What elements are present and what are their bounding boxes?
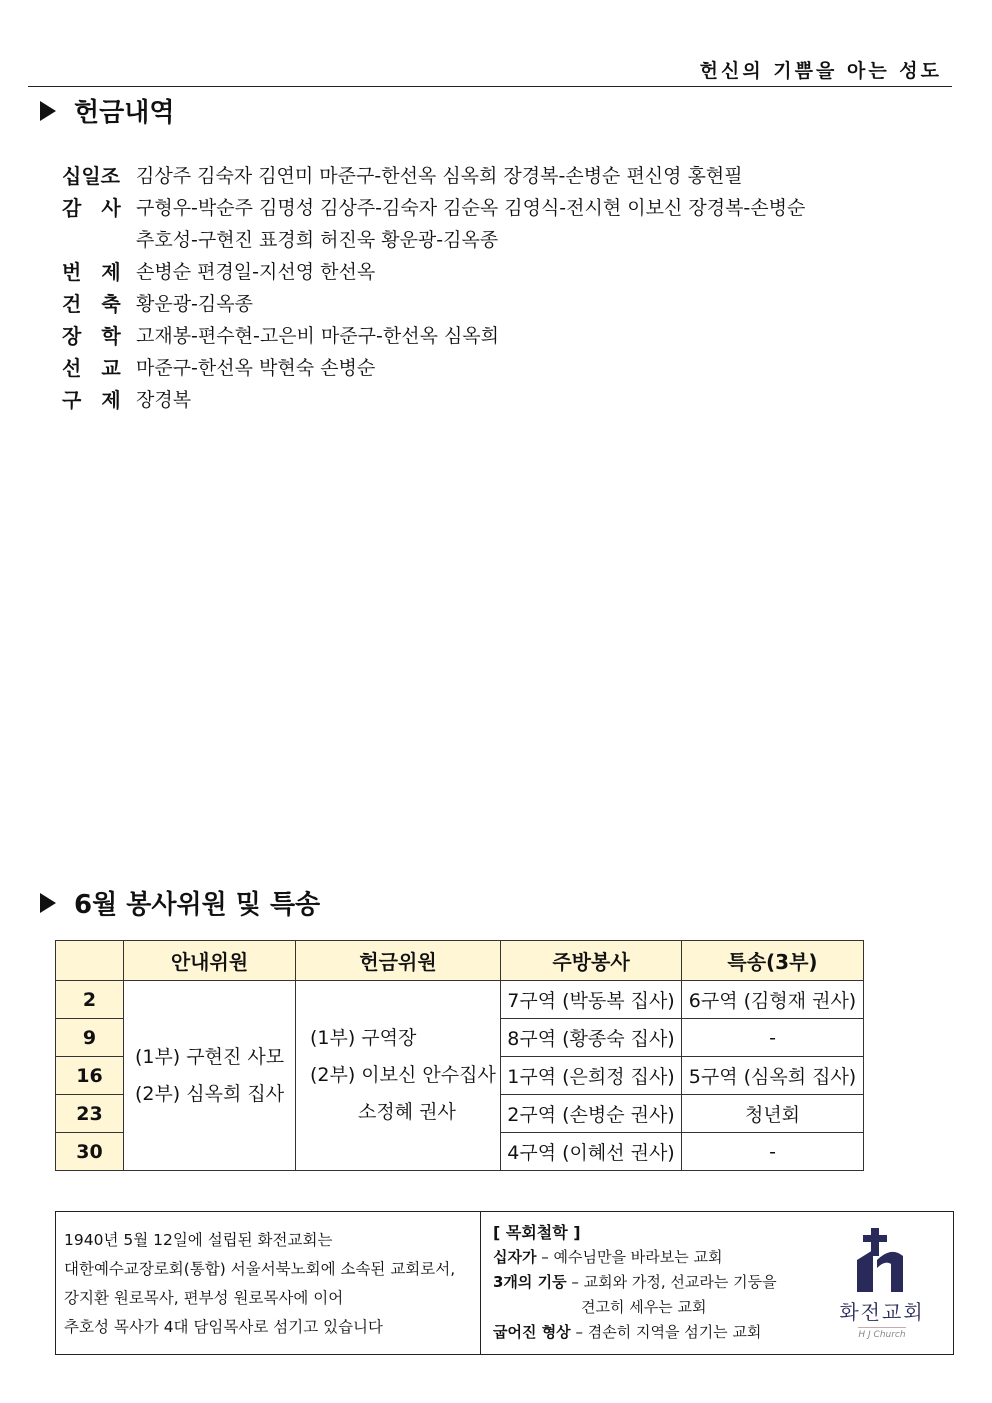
- offering-row: [62, 384, 856, 416]
- header-guide: 안내위원: [124, 941, 296, 981]
- kitchen-cell: 1구역 (은희정 집사): [501, 1057, 682, 1095]
- week-cell: 9: [56, 1019, 124, 1057]
- offering-title: 헌금내역: [74, 98, 175, 128]
- philosophy-text: – 겸손히 지역을 섬기는 교회: [570, 1323, 762, 1341]
- offering-category-label: 건 축: [62, 292, 121, 316]
- offering-donor-names: [136, 352, 856, 384]
- special-song-cell: 6구역 (김형재 권사): [682, 981, 864, 1019]
- donor-names-line: 구형우-박순주 김명성 김상주-김숙자 김순옥 김영식-전시현 이보신 장경복-손병순: [136, 197, 806, 219]
- guide-line: (2부) 심옥희 집사: [134, 1082, 285, 1105]
- offering-row: [62, 288, 856, 320]
- duty-title: 6월 봉사위원 및 특송: [74, 890, 321, 920]
- committee-line: (1부) 구역장: [310, 1027, 417, 1049]
- table-row: [56, 981, 864, 1019]
- offering-row: [62, 192, 856, 256]
- header-week: [56, 941, 124, 981]
- offering-category-label: 선 교: [62, 356, 121, 380]
- guide-cell: [124, 981, 296, 1171]
- offering-list: [62, 160, 856, 416]
- kitchen-cell: 7구역 (박동복 집사): [501, 981, 682, 1019]
- duty-table: [55, 940, 864, 1171]
- week-cell: 16: [56, 1057, 124, 1095]
- kitchen-cell: 4구역 (이혜선 권사): [501, 1133, 682, 1171]
- offering-donor-names: [136, 160, 856, 192]
- philosophy-title: [ 목회철학 ]: [493, 1223, 581, 1242]
- offering-row: [62, 320, 856, 352]
- offering-donor-names: [136, 384, 856, 416]
- offering-donor-names: [136, 320, 856, 352]
- donor-names-line: 추호성-구현진 표경희 허진욱 황운광-김옥종: [136, 229, 499, 251]
- offering-category-label: 감 사: [62, 196, 121, 220]
- week-cell: 2: [56, 981, 124, 1019]
- philosophy-text: – 예수님만을 바라보는 교회: [536, 1248, 723, 1266]
- offering-row: [62, 352, 856, 384]
- special-song-cell: -: [682, 1133, 864, 1171]
- offering-donor-names: [136, 256, 856, 288]
- duty-section-title: [40, 884, 320, 921]
- philosophy-item: [493, 1245, 799, 1270]
- offering-committee-cell: [296, 981, 501, 1171]
- special-song-cell: 5구역 (심옥희 집사): [682, 1057, 864, 1095]
- page-header: [28, 50, 952, 87]
- history-line: 대한예수교장로회(통합) 서울서북노회에 소속된 교회로서,: [64, 1260, 456, 1278]
- offering-category-label: 번 제: [62, 260, 121, 284]
- offering-row: [62, 160, 856, 192]
- philosophy-text: – 교회와 가정, 선교라는 기둥을: [566, 1273, 777, 1291]
- offering-category-label: 십일조: [62, 164, 120, 188]
- triangle-bullet-icon: [40, 893, 56, 913]
- philosophy-text-cont: 견고히 세우는 교회: [581, 1298, 707, 1316]
- kitchen-cell: 8구역 (황종숙 집사): [501, 1019, 682, 1057]
- kitchen-cell: 2구역 (손병순 권사): [501, 1095, 682, 1133]
- philosophy-key: 십자가: [493, 1248, 537, 1266]
- triangle-bullet-icon: [40, 101, 56, 121]
- church-history: [56, 1212, 481, 1354]
- donor-names-line: 장경복: [136, 389, 192, 411]
- offering-donor-names: [136, 192, 856, 256]
- church-info-footer: [55, 1211, 954, 1355]
- offering-donor-names: [136, 288, 856, 320]
- offering-section-title: [40, 92, 174, 129]
- philosophy-item: [493, 1320, 799, 1345]
- header-special-song: 특송(3부): [682, 941, 864, 981]
- offering-category-label: 장 학: [62, 324, 121, 348]
- committee-line: (2부) 이보신 안수집사: [310, 1064, 496, 1086]
- church-cross-logo-icon: [847, 1226, 917, 1294]
- philosophy-key: 굽어진 형상: [493, 1323, 571, 1341]
- guide-line: (1부) 구현진 사모: [134, 1045, 285, 1068]
- donor-names-line: 황운광-김옥종: [136, 293, 253, 315]
- week-cell: 30: [56, 1133, 124, 1171]
- special-song-cell: 청년회: [682, 1095, 864, 1133]
- header-kitchen: 주방봉사: [501, 941, 682, 981]
- donor-names-line: 마준구-한선옥 박현숙 손병순: [136, 357, 376, 379]
- week-cell: 23: [56, 1095, 124, 1133]
- history-line: 강지환 원로목사, 편부성 원로목사에 이어: [64, 1289, 344, 1307]
- history-line: 추호성 목사가 4대 담임목사로 섬기고 있습니다: [64, 1318, 383, 1336]
- donor-names-line: 손병순 편경일-지선영 한선옥: [136, 261, 376, 283]
- history-line: 1940년 5월 12일에 설립된 화전교회는: [64, 1231, 333, 1249]
- donor-names-line: 고재봉-편수현-고은비 마준구-한선옥 심옥희: [136, 325, 500, 347]
- church-logo: [811, 1212, 953, 1354]
- logo-church-name: 화전교회: [839, 1300, 925, 1324]
- philosophy-key: 3개의 기둥: [493, 1273, 567, 1291]
- header-offering: 헌금위원: [296, 941, 501, 981]
- philosophy-item: [493, 1270, 799, 1295]
- donor-names-line: 김상주 김숙자 김연미 마준구-한선옥 심옥희 장경복-손병순 편신영 홍현필: [136, 165, 743, 187]
- committee-line: 소정혜 권사: [358, 1101, 456, 1123]
- special-song-cell: -: [682, 1019, 864, 1057]
- header-motto: 헌신의 기쁨을 아는 성도: [699, 60, 942, 82]
- offering-row: [62, 256, 856, 288]
- offering-category-label: 구 제: [62, 388, 121, 412]
- logo-subtitle: H J Church: [858, 1327, 905, 1340]
- ministry-philosophy: [481, 1212, 811, 1354]
